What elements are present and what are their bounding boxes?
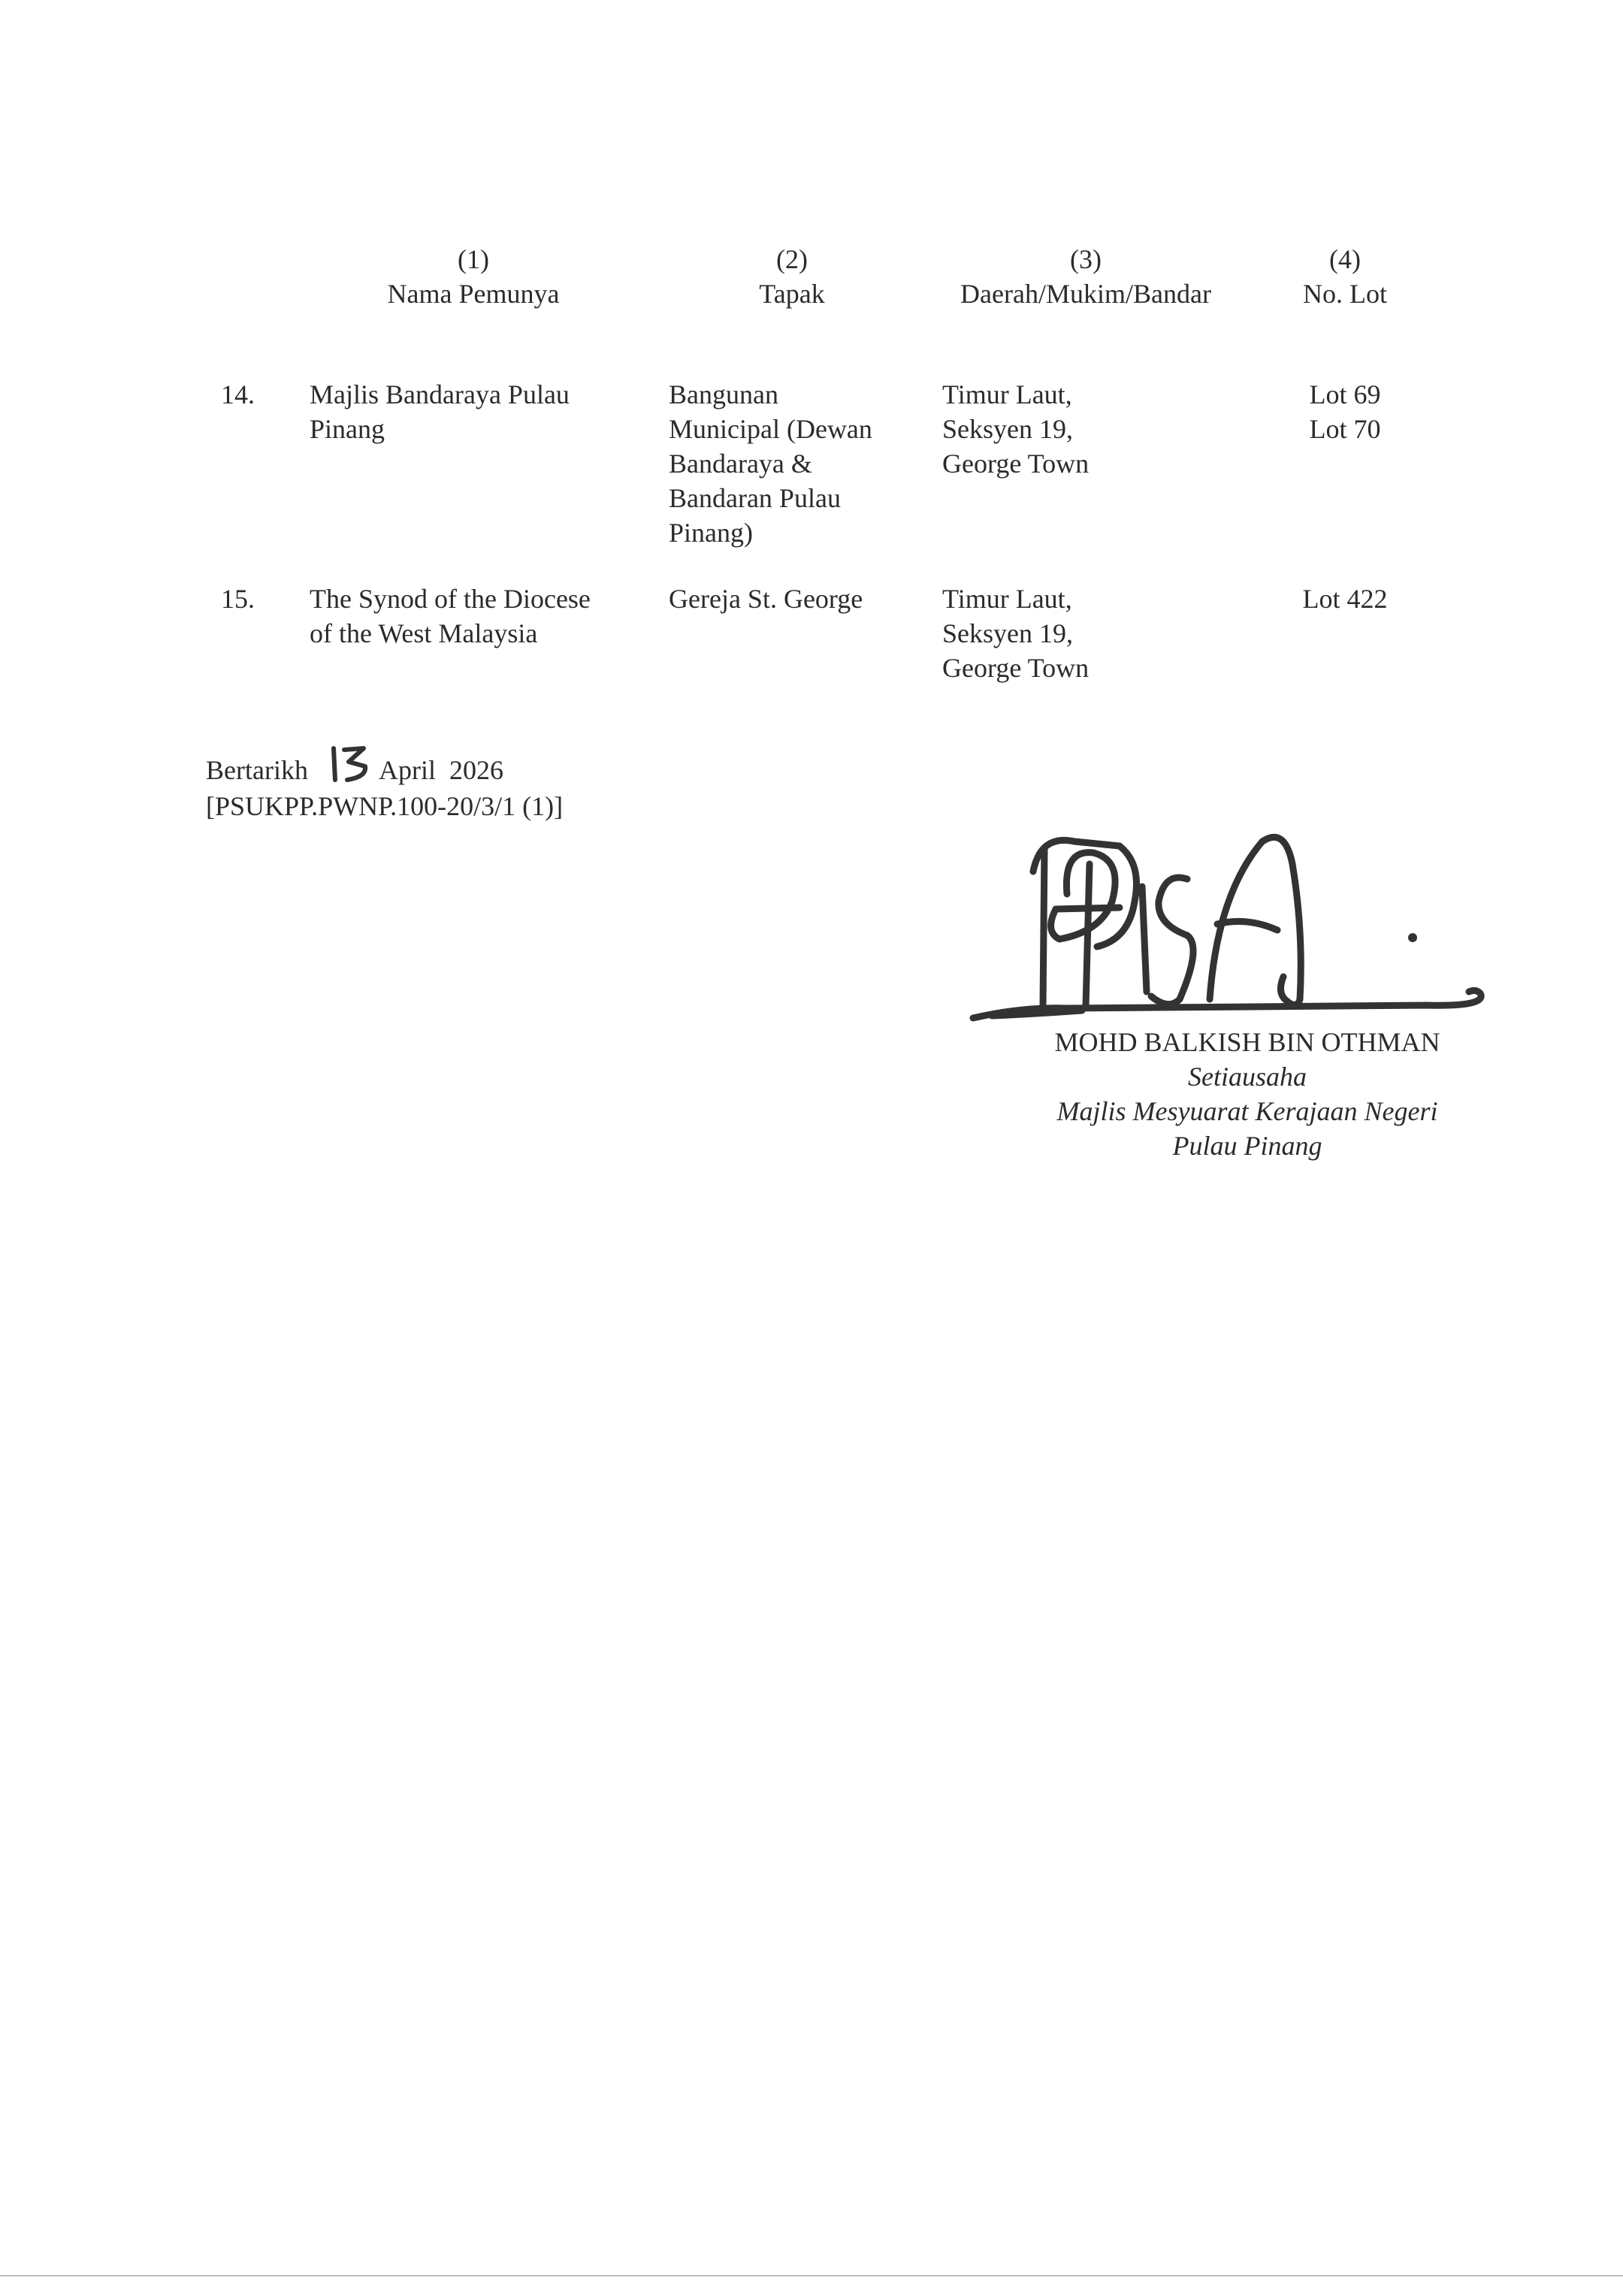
row-site: Gereja St. George — [669, 584, 863, 614]
page-bottom-rule — [0, 2275, 1623, 2276]
header-num-1: (1) — [458, 244, 489, 274]
handwritten-day — [328, 744, 371, 784]
header-num-2: (2) — [776, 244, 808, 274]
header-label-district: Daerah/Mukim/Bandar — [960, 279, 1211, 309]
row-owner: The Synod of the Diocese of the West Malaysia — [310, 584, 591, 648]
signatory-title: Setiausaha — [1188, 1062, 1307, 1092]
row-owner: Majlis Bandaraya Pulau Pinang — [310, 379, 570, 444]
header-label-lot: No. Lot — [1303, 279, 1387, 309]
dated-month-year: April 2026 — [379, 755, 503, 785]
signatory-office: Majlis Mesyuarat Kerajaan Negeri — [1056, 1096, 1438, 1126]
signatory-state: Pulau Pinang — [1172, 1131, 1322, 1161]
row-district: Timur Laut, Seksyen 19, George Town — [942, 379, 1090, 479]
reference-number: [PSUKPP.PWNP.100-20/3/1 (1)] — [206, 791, 564, 821]
row-lot: Lot 69 Lot 70 — [1309, 379, 1381, 444]
dated-prefix: Bertarikh — [206, 755, 308, 785]
row-number: 14. — [221, 379, 255, 409]
signature — [962, 819, 1503, 1037]
header-label-owner: Nama Pemunya — [387, 279, 560, 309]
header-label-site: Tapak — [759, 279, 825, 309]
header-num-3: (3) — [1070, 244, 1102, 274]
signatory-name: MOHD BALKISH BIN OTHMAN — [1054, 1027, 1440, 1057]
row-site: Bangunan Municipal (Dewan Bandaraya & Bandaran Pulau Pinang) — [669, 379, 872, 548]
header-num-4: (4) — [1329, 244, 1361, 274]
row-number: 15. — [221, 584, 255, 614]
row-lot: Lot 422 — [1302, 584, 1388, 614]
row-district: Timur Laut, Seksyen 19, George Town — [942, 584, 1090, 683]
